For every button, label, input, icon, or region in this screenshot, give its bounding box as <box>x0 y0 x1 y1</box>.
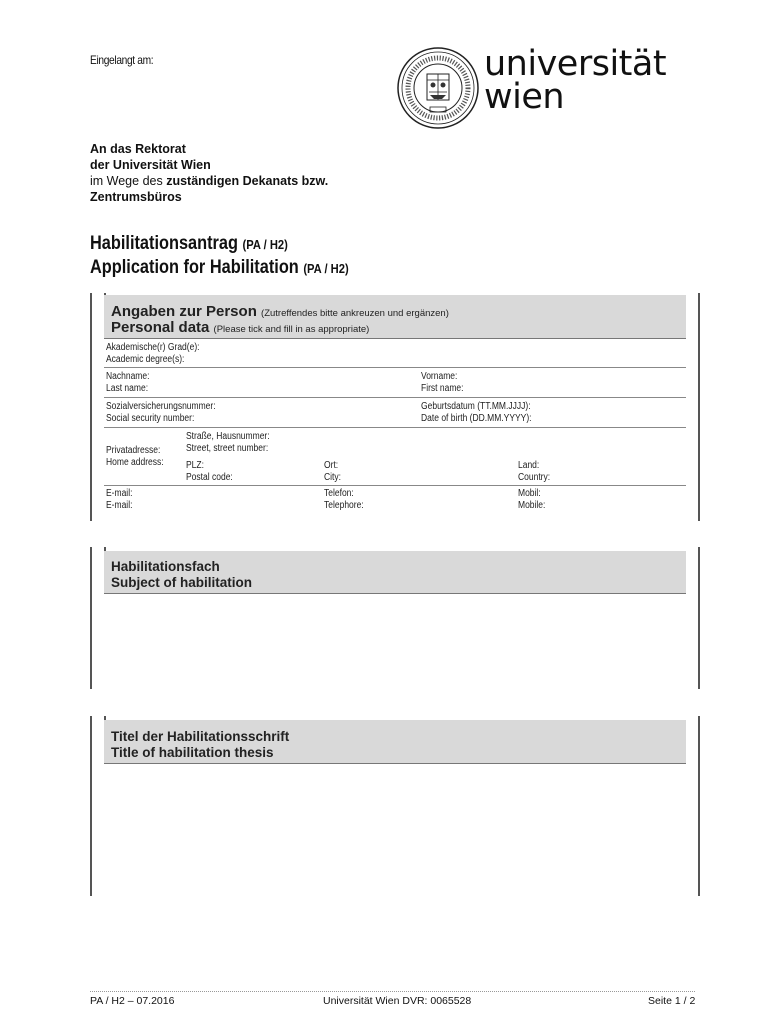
thesis-heading-en: Title of habilitation thesis <box>111 745 274 760</box>
dob-label-de: Geburtsdatum (TT.MM.JJJJ): <box>421 401 531 412</box>
address-line4: Zentrumsbüros <box>90 190 182 204</box>
thesis-input-area[interactable] <box>106 768 684 888</box>
email-field[interactable] <box>106 488 132 512</box>
mobile-label-en: Mobile: <box>518 500 546 511</box>
plz-label-en: Postal code: <box>186 472 233 483</box>
street-field[interactable] <box>186 431 270 455</box>
firstname-label-de: Vorname: <box>421 371 458 382</box>
postal-code-field[interactable] <box>186 460 233 484</box>
personal-frame-right <box>698 293 700 521</box>
subject-frame-right <box>698 547 700 689</box>
home-label-en: Home address: <box>106 457 164 468</box>
footer-page-number: Seite 1 / 2 <box>648 995 696 1007</box>
divider <box>104 427 686 428</box>
street-label-en: Street, street number: <box>186 443 269 454</box>
footer-divider <box>90 991 695 992</box>
subject-input-area[interactable] <box>106 598 684 684</box>
footer-dvr: Universität Wien DVR: 0065528 <box>323 995 472 1007</box>
address-line3-prefix: im Wege des <box>90 174 167 188</box>
title-de: Habilitationsantrag <box>90 233 238 254</box>
country-label-de: Land: <box>518 460 540 471</box>
city-label-de: Ort: <box>324 460 339 471</box>
firstname-field[interactable] <box>421 371 464 395</box>
divider <box>104 397 686 398</box>
personal-data-header <box>104 295 686 339</box>
lastname-label-en: Last name: <box>106 383 149 394</box>
city-label-en: City: <box>324 472 341 483</box>
home-label-de: Privatadresse: <box>106 445 161 456</box>
recipient-address <box>90 141 328 205</box>
degree-label-en: Academic degree(s): <box>106 354 185 365</box>
personal-heading-en-note: (Please tick and fill in as appropriate) <box>213 324 370 335</box>
received-date-label: Eingelangt am: <box>90 53 154 67</box>
degree-field[interactable] <box>106 342 200 366</box>
personal-heading-de-note: (Zutreffendes bitte ankreuzen und ergänzen) <box>261 308 449 319</box>
mobile-label-de: Mobil: <box>518 488 541 499</box>
country-label-en: Country: <box>518 472 551 483</box>
home-address-label <box>106 445 164 469</box>
phone-field[interactable] <box>324 488 364 512</box>
ssn-field[interactable] <box>106 401 216 425</box>
city-field[interactable] <box>324 460 341 484</box>
divider <box>104 367 686 368</box>
footer-form-code: PA / H2 – 07.2016 <box>90 995 175 1007</box>
email-label-en: E-mail: <box>106 500 133 511</box>
address-line2: der Universität Wien <box>90 158 211 172</box>
lastname-field[interactable] <box>106 371 149 395</box>
thesis-heading-de: Titel der Habilitationsschrift <box>111 729 290 744</box>
thesis-header <box>104 720 686 764</box>
dob-label-en: Date of birth (DD.MM.YYYY): <box>421 413 532 424</box>
ssn-label-de: Sozialversicherungsnummer: <box>106 401 216 412</box>
university-wordmark <box>484 44 667 117</box>
mobile-field[interactable] <box>518 488 545 512</box>
university-seal-logo <box>397 47 479 129</box>
firstname-label-en: First name: <box>421 383 464 394</box>
title-en-code: (PA / H2) <box>303 261 349 276</box>
degree-label-de: Akademische(r) Grad(e): <box>106 342 200 353</box>
title-de-code: (PA / H2) <box>242 237 288 252</box>
form-title <box>90 232 349 280</box>
title-en: Application for Habilitation <box>90 257 299 278</box>
personal-heading-en: Personal data <box>111 319 210 336</box>
personal-heading-de: Angaben zur Person <box>111 303 257 320</box>
thesis-frame-left <box>90 716 92 896</box>
address-line3-bold: zuständigen Dekanats bzw. <box>166 174 329 188</box>
phone-label-en: Telephore: <box>324 500 364 511</box>
subject-frame-left <box>90 547 92 689</box>
thesis-frame-right <box>698 716 700 896</box>
phone-label-de: Telefon: <box>324 488 354 499</box>
wordmark-line2: wien <box>484 77 565 117</box>
dob-field[interactable] <box>421 401 532 425</box>
personal-frame-left <box>90 293 92 521</box>
street-label-de: Straße, Hausnummer: <box>186 431 270 442</box>
plz-label-de: PLZ: <box>186 460 204 471</box>
divider <box>104 485 686 486</box>
wordmark-line1: universität <box>484 44 667 84</box>
address-line1: An das Rektorat <box>90 142 186 156</box>
ssn-label-en: Social security number: <box>106 413 195 424</box>
country-field[interactable] <box>518 460 550 484</box>
subject-header <box>104 551 686 594</box>
email-label-de: E-mail: <box>106 488 133 499</box>
subject-heading-en: Subject of habilitation <box>111 575 252 590</box>
subject-heading-de: Habilitationsfach <box>111 559 220 574</box>
lastname-label-de: Nachname: <box>106 371 150 382</box>
